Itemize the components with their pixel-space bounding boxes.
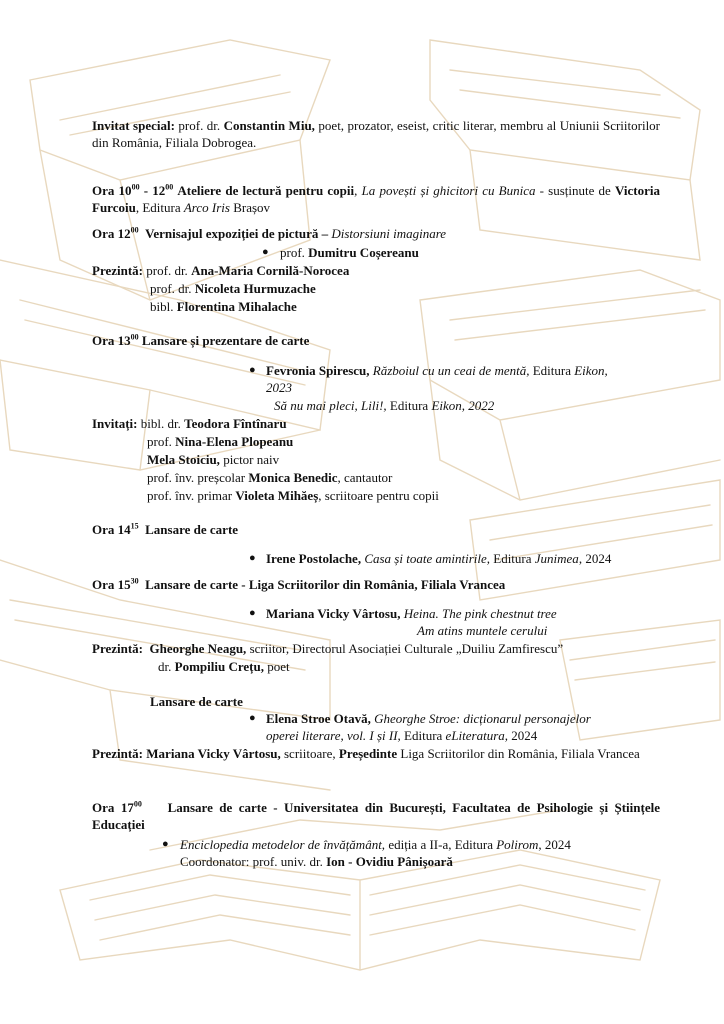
bullet-icon: ●	[249, 712, 256, 724]
session-1300-header	[92, 332, 660, 349]
publisher: Arco Iris	[183, 200, 230, 215]
session-1200-header	[92, 225, 660, 242]
session-time: Ora 12	[92, 226, 131, 241]
bullet-icon: ●	[162, 838, 169, 850]
presenter-name: Mariana Vicky Vârtosu,	[146, 746, 281, 761]
session-time: Ora 13	[92, 333, 131, 348]
publisher-city: Brașov	[229, 200, 271, 215]
guest-title: bibl. dr.	[140, 416, 181, 431]
book-title: Enciclopedia metodelor de învățământ,	[180, 837, 386, 852]
author-name: Fevronia Spirescu,	[266, 363, 370, 378]
guest-desc: , cantautor	[337, 470, 393, 485]
invited-name: Constantin Miu,	[223, 118, 315, 133]
invited-guest-paragraph	[92, 117, 660, 151]
person-name: Victoria Furcoiu	[92, 183, 660, 215]
time-sup: 00	[133, 799, 142, 809]
session-1415-header	[92, 521, 660, 538]
author-name: Elena Stroe Otavă,	[266, 711, 371, 726]
time-dash: - 12	[139, 183, 166, 198]
guest-title: prof.	[147, 434, 172, 449]
bullet-prefix: prof.	[280, 245, 305, 260]
publisher-prefix: Editura	[400, 728, 446, 743]
book-title: Am atins muntele cerului	[417, 623, 548, 638]
author-name: Mariana Vicky Vârtosu,	[266, 606, 401, 621]
guest-title: prof. înv. primar	[147, 488, 233, 503]
session-1530-header	[92, 576, 660, 593]
guest-name: Nina-Elena Plopeanu	[175, 434, 294, 449]
time-sup: 00	[130, 332, 139, 342]
time-sup: 15	[130, 521, 139, 531]
work-title: La povești și ghicitori cu Bunica	[361, 183, 536, 198]
bullet-icon: ●	[249, 607, 256, 619]
guests-label: Invitați:	[92, 416, 138, 431]
invited-desc: poet, prozator, eseist, critic literar, membru al Uniunii Scriitorilor din România, Filiala Dobrogea.	[92, 118, 661, 150]
presenters-label: Prezintă:	[92, 263, 144, 278]
coordinator-name: Ion - Ovidiu Pânișoară	[326, 854, 453, 869]
publisher-prefix: Editura	[386, 398, 432, 413]
guests-row-1	[92, 415, 660, 432]
presenter-name: Gheorghe Neagu,	[149, 641, 247, 656]
guest-desc: pictor naiv	[219, 452, 280, 467]
publisher: Junimea	[534, 551, 579, 566]
author-name: Irene Postolache,	[266, 551, 362, 566]
invited-label: Invitat special:	[92, 118, 175, 133]
book-year: , 2024	[578, 551, 612, 566]
presenter-desc: scriitoare,	[280, 746, 339, 761]
bullet-icon: ●	[262, 246, 269, 258]
time-sup: 00	[131, 182, 140, 192]
session-title: Lansare și prezentare de carte	[141, 333, 310, 348]
session-time: Ora 14	[92, 522, 131, 537]
book-title: operei literare, vol. I și II,	[266, 728, 401, 743]
book-year: , 2024	[538, 837, 571, 852]
presenter-name: Pompiliu Crețu,	[174, 659, 264, 674]
publisher-prefix: ediția a II-a, Editura	[385, 837, 497, 852]
time-sup: 00	[165, 182, 174, 192]
book-title: Heina. The pink chestnut tree	[403, 606, 557, 621]
time-sup: 00	[130, 225, 139, 235]
publisher-prefix: Editura	[490, 551, 535, 566]
presenter-name: Ana-Maria Cornilă-Norocea	[191, 263, 350, 278]
session-time: Ora 17	[92, 800, 134, 815]
book-title: Gheorghe Stroe: dicționarul personajelor	[374, 711, 591, 726]
session-title: Lansare de carte - Liga Scriitorilor din România, Filiala Vrancea	[145, 577, 506, 592]
presenters-row-1	[92, 262, 660, 279]
work-title: Distorsiuni imaginare	[331, 226, 447, 241]
publisher: Eikon, 2022	[431, 398, 495, 413]
book-title: Casa și toate amintirile,	[364, 551, 490, 566]
session-title: Lansare de carte	[150, 694, 243, 709]
publisher: Polirom	[496, 837, 539, 852]
sep: ,	[354, 183, 362, 198]
presenter-name: Florentina Mihalache	[176, 299, 297, 314]
book-year: 2023	[266, 380, 292, 395]
session-title: Ateliere de lectură pentru copii	[177, 183, 355, 198]
session-title: Vernisajul expoziției de pictură –	[145, 226, 329, 241]
presenter-title: prof. dr.	[146, 263, 188, 278]
guest-name: Violeta Mihăeș	[235, 488, 319, 503]
publisher-prefix: Editura	[529, 363, 575, 378]
presenter-title: dr.	[158, 659, 172, 674]
invited-title: prof. dr.	[178, 118, 221, 133]
book-year: 2024	[508, 728, 538, 743]
presenter-name: Nicoleta Hurmuzache	[194, 281, 316, 296]
session-title: Lansare de carte	[145, 522, 239, 537]
guest-title: prof. înv. preșcolar	[147, 470, 246, 485]
session-time: Ora 15	[92, 577, 131, 592]
presenters-row	[92, 640, 660, 657]
time-sup: 30	[130, 576, 139, 586]
presenter-role: Președinte	[338, 746, 398, 761]
publisher-prefix: , Editura	[135, 200, 184, 215]
publisher: Eikon,	[574, 363, 608, 378]
presenter-title: prof. dr.	[150, 281, 192, 296]
guest-name: Monica Benedic	[248, 470, 338, 485]
guest-name: Mela Stoiciu,	[147, 452, 220, 467]
bullet-name: Dumitru Coșereanu	[308, 245, 419, 260]
presenters-label: Prezintă:	[92, 746, 144, 761]
session-title: Lansare de carte - Universitatea din București, Facultatea de Psihologie și Științele Educației	[92, 800, 660, 832]
session-time: Ora 10	[92, 183, 132, 198]
presenters-paragraph	[92, 745, 660, 762]
book-title: Să nu mai pleci, Lili!,	[274, 398, 387, 413]
presenter-desc: Liga Scriitorilor din România, Filiala Vrancea	[397, 746, 640, 761]
session-note: - susținute de	[535, 183, 611, 198]
publisher: eLiteratura,	[445, 728, 509, 743]
presenter-title: bibl.	[150, 299, 174, 314]
guest-name: Teodora Fîntînaru	[184, 416, 287, 431]
session-1000	[92, 182, 660, 216]
bullet-icon: ●	[249, 552, 256, 564]
bullet-icon: ●	[249, 364, 256, 376]
session-1700-header	[92, 799, 660, 833]
presenter-desc: scriitor, Directorul Asociației Culturale „Duiliu Zamfirescu”	[246, 641, 564, 656]
presenter-desc: poet	[263, 659, 290, 674]
book-title: Războiul cu un ceai de mentă,	[372, 363, 530, 378]
coordinator-title: Coordonator: prof. univ. dr.	[180, 854, 323, 869]
guest-desc: , scriitoare pentru copii	[318, 488, 439, 503]
presenters-label: Prezintă:	[92, 641, 144, 656]
